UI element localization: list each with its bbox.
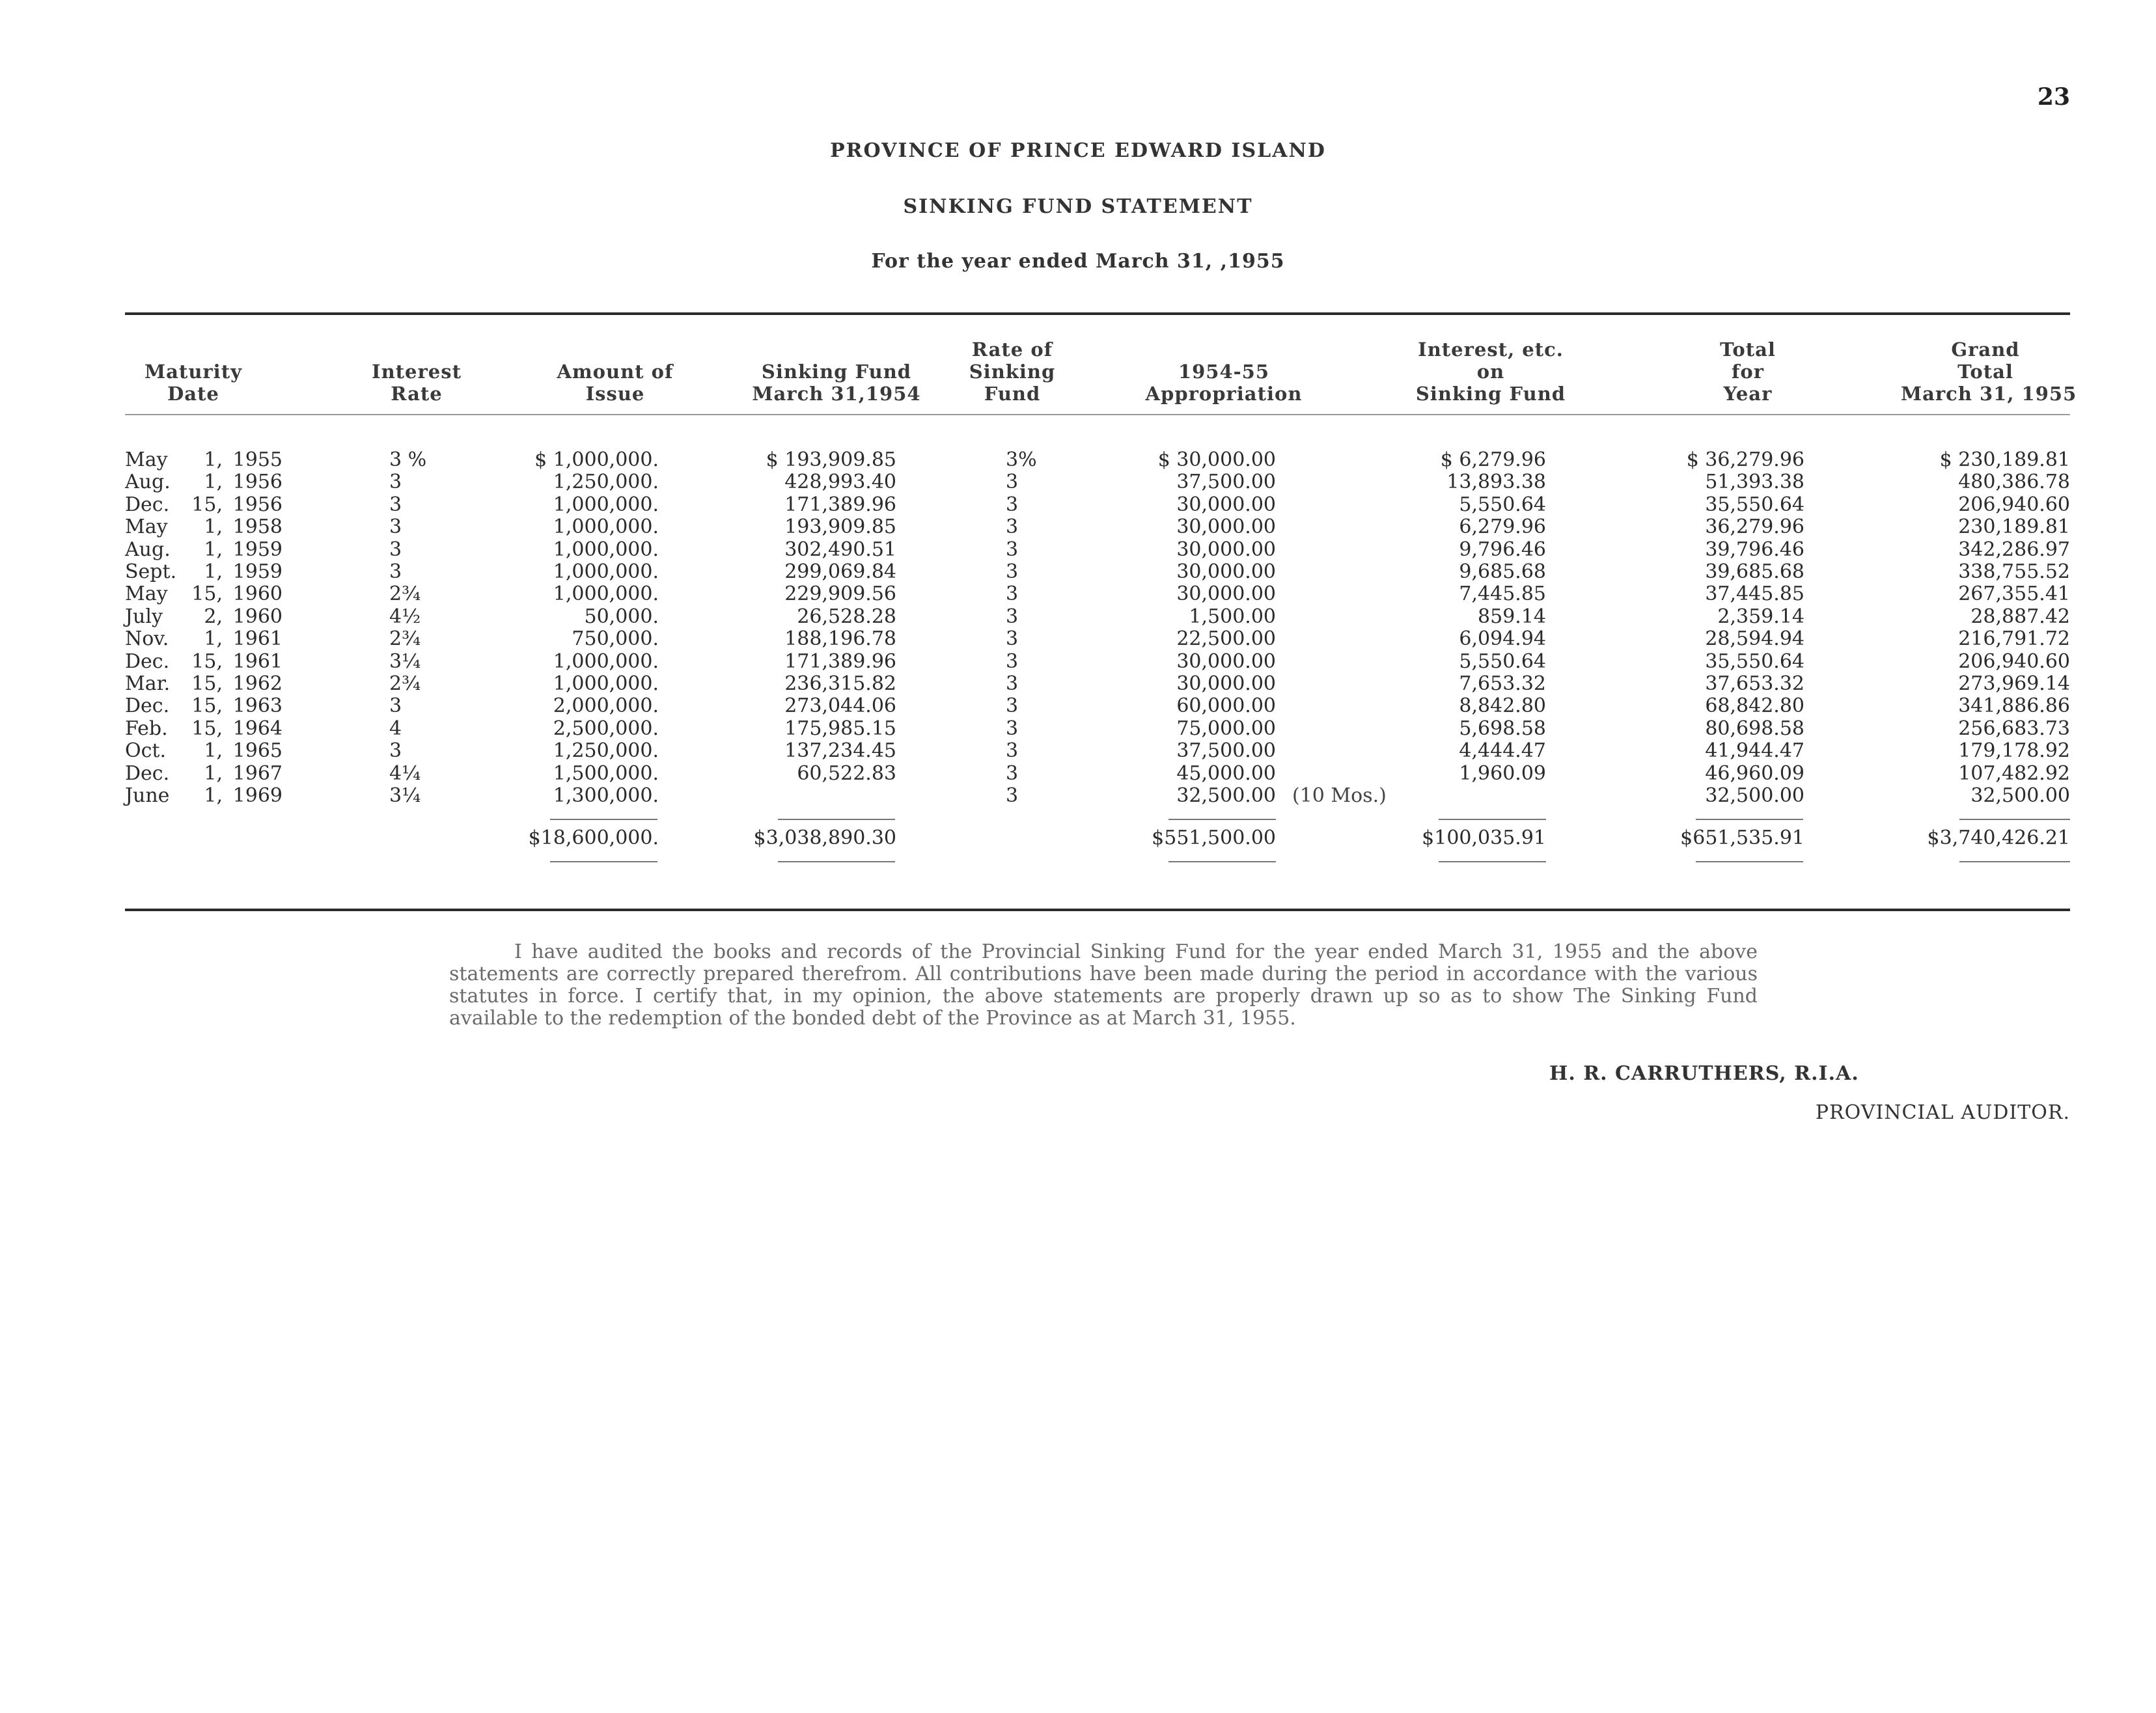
amount-of-issue: 1,000,000.	[553, 515, 659, 539]
amount-of-issue: 1,000,000.	[553, 538, 659, 561]
maturity-day: 15,	[191, 582, 223, 606]
maturity-day: 1,	[204, 448, 223, 471]
amount-of-issue: 1,500,000.	[553, 761, 659, 785]
grand-total: 28,887.42	[1970, 605, 2070, 628]
certificate-text: I have audited the books and records of the Provincial Sinking Fund for the year ended March 31, 1955 and the above statements are correctly prepared therefrom. All contributions have been made during the period in accordance with the various statutes in force. I certify that, in my opinion, the above statements are properly drawn up so as to show The Sinking Fund available to the redemption of the bonded debt of the Province as at March 31, 1955.	[449, 940, 1758, 1030]
underline-amount-bottom	[550, 861, 657, 862]
amount-of-issue: $ 1,000,000.	[534, 448, 659, 471]
sinking-fund-rate: 3	[1006, 784, 1019, 807]
total-sinking-fund: $3,038,890.30	[753, 827, 896, 849]
sinking-fund-1954: 236,315.82	[784, 672, 896, 695]
total-appropriation: $551,500.00	[1152, 827, 1276, 849]
sinking-fund-1954: 428,993.40	[784, 471, 896, 494]
sinking-fund-rate: 3	[1006, 672, 1019, 695]
maturity-month: July	[125, 605, 163, 628]
maturity-year: 1960	[232, 582, 283, 606]
interest-on-fund: 6,279.96	[1459, 515, 1546, 539]
table-row	[0, 763, 2156, 785]
appropriation: 22,500.00	[1176, 627, 1276, 651]
total-for-year: 80,698.58	[1705, 717, 1804, 740]
sinking-fund-rate: 3%	[1006, 448, 1037, 471]
sinking-fund-1954: 188,196.78	[784, 627, 896, 651]
underline-grand-top	[1959, 819, 2070, 820]
maturity-day: 15,	[191, 672, 223, 695]
amount-of-issue: 1,000,000.	[553, 650, 659, 673]
sinking-fund-rate: 3	[1006, 739, 1019, 763]
header-total-for-year: Total for Year	[1720, 338, 1776, 405]
grand-total: 216,791.72	[1958, 627, 2070, 651]
sinking-fund-rate: 3	[1006, 515, 1019, 539]
maturity-day: 1,	[204, 627, 223, 651]
bottom-rule	[125, 909, 2070, 911]
interest-rate: 4¼	[389, 761, 421, 785]
interest-on-fund: 9,685.68	[1459, 560, 1546, 583]
maturity-month: Oct.	[125, 739, 166, 763]
sinking-fund-rate: 3	[1006, 538, 1019, 561]
maturity-year: 1956	[232, 493, 283, 516]
interest-on-fund: 13,893.38	[1446, 471, 1546, 494]
total-grand: $3,740,426.21	[1927, 827, 2070, 849]
maturity-month: May	[125, 515, 168, 539]
grand-total: 342,286.97	[1958, 538, 2070, 561]
appropriation: 32,500.00	[1176, 784, 1276, 807]
amount-of-issue: 1,250,000.	[553, 739, 659, 763]
sinking-fund-1954: 60,522.83	[797, 761, 896, 785]
underline-sf-bottom	[778, 861, 895, 862]
grand-total: 341,886.86	[1958, 694, 2070, 718]
interest-on-fund: 5,698.58	[1459, 717, 1546, 740]
grand-total: 267,355.41	[1958, 582, 2070, 606]
interest-rate: 3	[389, 739, 402, 763]
sinking-fund-rate: 3	[1006, 650, 1019, 673]
sinking-fund-rate: 3	[1006, 694, 1019, 718]
interest-rate: 3	[389, 493, 402, 516]
amount-of-issue: 1,000,000.	[553, 493, 659, 516]
maturity-day: 1,	[204, 538, 223, 561]
maturity-month: Aug.	[125, 471, 171, 494]
header-amount-of-issue: Amount of Issue	[557, 361, 674, 405]
maturity-month: Nov.	[125, 627, 169, 651]
amount-of-issue: 2,500,000.	[553, 717, 659, 740]
sinking-fund-1954: 175,985.15	[784, 717, 896, 740]
interest-on-fund: 5,550.64	[1459, 650, 1546, 673]
maturity-year: 1958	[232, 515, 283, 539]
maturity-month: May	[125, 448, 168, 471]
maturity-month: Mar.	[125, 672, 171, 695]
underline-total-bottom	[1696, 861, 1803, 862]
grand-total: 206,940.60	[1958, 650, 2070, 673]
total-for-year: $ 36,279.96	[1686, 448, 1804, 471]
total-for-year: 2,359.14	[1717, 605, 1804, 628]
sinking-fund-1954: $ 193,909.85	[766, 448, 896, 471]
maturity-month: May	[125, 582, 168, 606]
maturity-year: 1969	[232, 784, 283, 807]
maturity-day: 1,	[204, 515, 223, 539]
appropriation: 30,000.00	[1176, 538, 1276, 561]
maturity-year: 1956	[232, 471, 283, 494]
grand-total: 480,386.78	[1958, 471, 2070, 494]
total-for-year: 46,960.09	[1705, 761, 1804, 785]
document-title: PROVINCE OF PRINCE EDWARD ISLAND	[830, 139, 1326, 162]
maturity-year: 1963	[232, 694, 283, 718]
sinking-fund-1954: 26,528.28	[797, 605, 896, 628]
maturity-month: Dec.	[125, 761, 170, 785]
sinking-fund-rate: 3	[1006, 761, 1019, 785]
interest-rate: 3	[389, 515, 402, 539]
maturity-year: 1955	[232, 448, 283, 471]
appropriation: 30,000.00	[1176, 672, 1276, 695]
underline-approp-bottom	[1168, 861, 1276, 862]
total-for-year: 37,445.85	[1705, 582, 1804, 606]
underline-approp-top	[1168, 819, 1276, 820]
appropriation: 30,000.00	[1176, 650, 1276, 673]
top-rule	[125, 312, 2070, 315]
interest-on-fund: 5,550.64	[1459, 493, 1546, 516]
interest-rate: 2¾	[389, 582, 421, 606]
interest-on-fund: 8,842.80	[1459, 694, 1546, 718]
interest-rate: 3	[389, 694, 402, 718]
header-rate-of-sinking-fund: Rate of Sinking Fund	[969, 338, 1056, 405]
table-row	[0, 740, 2156, 762]
maturity-month: June	[125, 784, 170, 807]
total-for-year: 51,393.38	[1705, 471, 1804, 494]
maturity-day: 1,	[204, 761, 223, 785]
appropriation: 37,500.00	[1176, 471, 1276, 494]
underline-amount-top	[550, 819, 657, 820]
interest-rate: 4½	[389, 605, 421, 628]
underline-grand-bottom	[1959, 861, 2070, 862]
table-row	[0, 628, 2156, 650]
maturity-year: 1964	[232, 717, 283, 740]
grand-total: 179,178.92	[1958, 739, 2070, 763]
total-for-year: 39,796.46	[1705, 538, 1804, 561]
header-interest-on-sinking-fund: Interest, etc. on Sinking Fund	[1415, 338, 1566, 405]
interest-rate: 4	[389, 717, 402, 740]
maturity-year: 1962	[232, 672, 283, 695]
sinking-fund-1954: 171,389.96	[784, 650, 896, 673]
total-for-year: 28,594.94	[1705, 627, 1804, 651]
table-row	[0, 606, 2156, 628]
maturity-day: 1,	[204, 739, 223, 763]
sinking-fund-rate: 3	[1006, 471, 1019, 494]
amount-of-issue: 50,000.	[584, 605, 659, 628]
underline-interest-bottom	[1439, 861, 1546, 862]
header-rule	[125, 414, 2070, 415]
interest-on-fund: 9,796.46	[1459, 538, 1546, 561]
maturity-day: 2,	[204, 605, 223, 628]
maturity-month: Feb.	[125, 717, 168, 740]
maturity-year: 1961	[232, 627, 283, 651]
totals-row	[0, 827, 2156, 849]
grand-total: 107,482.92	[1958, 761, 2070, 785]
interest-on-fund: 7,653.32	[1459, 672, 1546, 695]
maturity-year: 1959	[232, 560, 283, 583]
header-maturity-date: Maturity Date	[145, 361, 242, 405]
maturity-year: 1960	[232, 605, 283, 628]
interest-on-fund: 7,445.85	[1459, 582, 1546, 606]
interest-rate: 3	[389, 538, 402, 561]
table-row	[0, 718, 2156, 740]
amount-of-issue: 1,000,000.	[553, 672, 659, 695]
maturity-month: Dec.	[125, 694, 170, 718]
maturity-year: 1959	[232, 538, 283, 561]
grand-total: $ 230,189.81	[1939, 448, 2070, 471]
maturity-month: Dec.	[125, 650, 170, 673]
appropriation: 45,000.00	[1176, 761, 1276, 785]
maturity-day: 15,	[191, 650, 223, 673]
amount-of-issue: 1,250,000.	[553, 471, 659, 494]
total-for-year: 68,842.80	[1705, 694, 1804, 718]
sinking-fund-1954: 299,069.84	[784, 560, 896, 583]
audit-certificate	[449, 941, 1758, 1030]
statement-title: SINKING FUND STATEMENT	[903, 195, 1253, 218]
table-row	[0, 516, 2156, 538]
statement-period: For the year ended March 31, ,1955	[871, 250, 1285, 273]
table-row	[0, 539, 2156, 561]
appropriation: 30,000.00	[1176, 515, 1276, 539]
interest-on-fund: $ 6,279.96	[1440, 448, 1546, 471]
appropriation: 30,000.00	[1176, 560, 1276, 583]
maturity-day: 1,	[204, 471, 223, 494]
amount-of-issue: 2,000,000.	[553, 694, 659, 718]
maturity-day: 15,	[191, 694, 223, 718]
sinking-fund-rate: 3	[1006, 605, 1019, 628]
auditor-title: PROVINCIAL AUDITOR.	[1815, 1101, 2070, 1124]
total-for-year: 37,653.32	[1705, 672, 1804, 695]
appropriation: 30,000.00	[1176, 582, 1276, 606]
table-row	[0, 785, 2156, 807]
interest-on-fund: 859.14	[1478, 605, 1546, 628]
sinking-fund-1954: 273,044.06	[784, 694, 896, 718]
header-sinking-fund: Sinking Fund March 31,1954	[752, 361, 921, 405]
appropriation: 75,000.00	[1176, 717, 1276, 740]
interest-rate: 3	[389, 560, 402, 583]
interest-on-fund: 1,960.09	[1459, 761, 1546, 785]
sinking-fund-rate: 3	[1006, 717, 1019, 740]
maturity-day: 1,	[204, 784, 223, 807]
interest-on-fund: 4,444.47	[1459, 739, 1546, 763]
total-interest: $100,035.91	[1422, 827, 1546, 849]
table-row	[0, 561, 2156, 583]
grand-total: 338,755.52	[1958, 560, 2070, 583]
table-row	[0, 583, 2156, 605]
maturity-month: Aug.	[125, 538, 171, 561]
total-for-year: 39,685.68	[1705, 560, 1804, 583]
underline-interest-top	[1439, 819, 1546, 820]
table-row	[0, 471, 2156, 493]
total-for-year: 35,550.64	[1705, 493, 1804, 516]
interest-rate: 3¼	[389, 784, 421, 807]
interest-rate: 3 %	[389, 448, 427, 471]
appropriation: 37,500.00	[1176, 739, 1276, 763]
maturity-year: 1961	[232, 650, 283, 673]
total-for-year: 36,279.96	[1705, 515, 1804, 539]
maturity-year: 1967	[232, 761, 283, 785]
total-for-year: 35,550.64	[1705, 650, 1804, 673]
table-row	[0, 695, 2156, 717]
grand-total: 206,940.60	[1958, 493, 2070, 516]
header-interest-rate: Interest Rate	[372, 361, 462, 405]
table-row	[0, 651, 2156, 673]
sinking-fund-1954: 229,909.56	[784, 582, 896, 606]
total-for-year: 41,944.47	[1705, 739, 1804, 763]
maturity-day: 15,	[191, 717, 223, 740]
sinking-fund-1954: 302,490.51	[784, 538, 896, 561]
interest-rate: 3¼	[389, 650, 421, 673]
amount-of-issue: 1,000,000.	[553, 582, 659, 606]
maturity-day: 1,	[204, 560, 223, 583]
interest-rate: 2¾	[389, 672, 421, 695]
amount-of-issue: 1,300,000.	[553, 784, 659, 807]
maturity-month: Sept.	[125, 560, 177, 583]
grand-total: 273,969.14	[1958, 672, 2070, 695]
sinking-fund-1954: 137,234.45	[784, 739, 896, 763]
appropriation: 60,000.00	[1176, 694, 1276, 718]
total-for-year: $651,535.91	[1680, 827, 1804, 849]
appropriation: 1,500.00	[1189, 605, 1276, 628]
maturity-year: 1965	[232, 739, 283, 763]
sinking-fund-1954: 193,909.85	[784, 515, 896, 539]
sinking-fund-rate: 3	[1006, 627, 1019, 651]
header-grand-total: Grand Total March 31, 1955	[1901, 338, 2077, 405]
maturity-month: Dec.	[125, 493, 170, 516]
grand-total: 230,189.81	[1958, 515, 2070, 539]
total-for-year: 32,500.00	[1705, 784, 1804, 807]
sinking-fund-rate: 3	[1006, 493, 1019, 516]
page-number: 23	[2037, 83, 2070, 111]
interest-rate: 2¾	[389, 627, 421, 651]
header-appropriation: 1954-55 Appropriation	[1145, 361, 1303, 405]
grand-total: 256,683.73	[1958, 717, 2070, 740]
table-row	[0, 673, 2156, 695]
sinking-fund-rate: 3	[1006, 582, 1019, 606]
interest-rate: 3	[389, 471, 402, 494]
table-row	[0, 494, 2156, 516]
grand-total: 32,500.00	[1970, 784, 2070, 807]
amount-of-issue: 750,000.	[572, 627, 659, 651]
interest-on-fund: 6,094.94	[1459, 627, 1546, 651]
underline-total-top	[1696, 819, 1803, 820]
maturity-day: 15,	[191, 493, 223, 516]
amount-of-issue: 1,000,000.	[553, 560, 659, 583]
appropriation: 30,000.00	[1176, 493, 1276, 516]
appropriation-note: (10 Mos.)	[1292, 784, 1387, 807]
sinking-fund-1954: 171,389.96	[784, 493, 896, 516]
underline-sf-top	[778, 819, 895, 820]
total-amount: $18,600,000.	[528, 827, 659, 849]
table-row	[0, 449, 2156, 471]
sinking-fund-rate: 3	[1006, 560, 1019, 583]
auditor-name: H. R. CARRUTHERS, R.I.A.	[1549, 1062, 1859, 1085]
appropriation: $ 30,000.00	[1157, 448, 1276, 471]
